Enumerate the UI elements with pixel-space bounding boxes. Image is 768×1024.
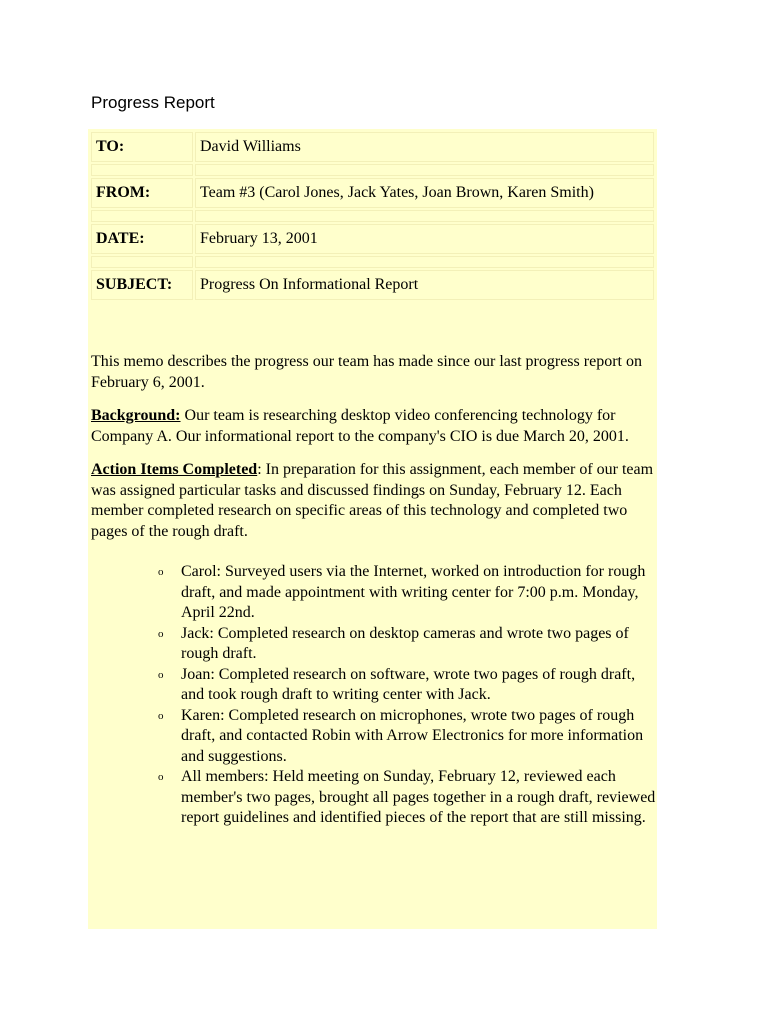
- memo-row-spacer: [91, 210, 654, 222]
- subject-value: Progress On Informational Report: [195, 270, 654, 300]
- background-text: Our team is researching desktop video conferencing technology for Company A. Our informational report to the company's CIO is due March 20, 2001.: [91, 407, 629, 445]
- circle-bullet-icon: o: [158, 627, 164, 640]
- list-item-text: Karen: Completed research on microphones, wrote two pages of rough draft, and contacted Robin with Arrow Electronics for more information and suggestions.: [181, 706, 644, 765]
- circle-bullet-icon: o: [158, 668, 164, 681]
- intro-paragraph: This memo describes the progress our team has made since our last progress report on February 6, 2001.: [91, 353, 642, 391]
- subject-label: SUBJECT:: [91, 270, 193, 300]
- to-label: TO:: [91, 132, 193, 162]
- list-item: [158, 706, 657, 768]
- circle-bullet-icon: o: [158, 709, 164, 722]
- memo-row-date: [91, 224, 654, 254]
- list-item: [158, 562, 657, 624]
- background-paragraph: [91, 406, 657, 447]
- memo-row-subject: [91, 270, 654, 300]
- date-value: February 13, 2001: [195, 224, 654, 254]
- list-item: [158, 624, 657, 665]
- background-heading: Background:: [91, 407, 181, 424]
- circle-bullet-icon: o: [158, 771, 164, 783]
- memo-row-to: [91, 132, 654, 162]
- to-value: David Williams: [195, 132, 654, 162]
- list-item-text: All members: Held meeting on Sunday, February 12, reviewed each member's two pages, brought all pages together in a rough draft, reviewed report guidelines and identified pieces of the report that are still missing.: [181, 768, 656, 826]
- memo-body: [91, 352, 657, 829]
- list-item-text: Carol: Surveyed users via the Internet, worked on introduction for rough draft, and made appointment with writing center for 7:00 p.m. Monday, April 22nd.: [181, 563, 646, 621]
- action-items-paragraph: [91, 460, 657, 542]
- memo-header-table: [89, 130, 656, 302]
- memo-row-spacer: [91, 256, 654, 268]
- page-title: Progress Report: [91, 93, 215, 112]
- task-list: [91, 562, 657, 829]
- action-items-heading: Action Items Completed: [91, 461, 258, 478]
- from-label: FROM:: [91, 178, 193, 208]
- circle-bullet-icon: o: [158, 566, 164, 578]
- list-item-text: Jack: Completed research on desktop cameras and wrote two pages of rough draft.: [181, 624, 629, 662]
- memo-row-spacer: [91, 164, 654, 176]
- list-item: [158, 665, 657, 706]
- from-value: Team #3 (Carol Jones, Jack Yates, Joan Brown, Karen Smith): [195, 178, 654, 208]
- list-item-text: Joan: Completed research on software, wrote two pages of rough draft, and took rough draft to writing center with Jack.: [181, 665, 636, 703]
- memo-box: [88, 129, 657, 929]
- memo-row-from: [91, 178, 654, 208]
- action-items-text: : In preparation for this assignment, each member of our team was assigned particular tasks and discussed findings on Sunday, February 12. Each member completed research on specific areas of this technology and completed two pages of the rough draft.: [91, 461, 654, 540]
- date-label: DATE:: [91, 224, 193, 254]
- list-item: [158, 767, 657, 829]
